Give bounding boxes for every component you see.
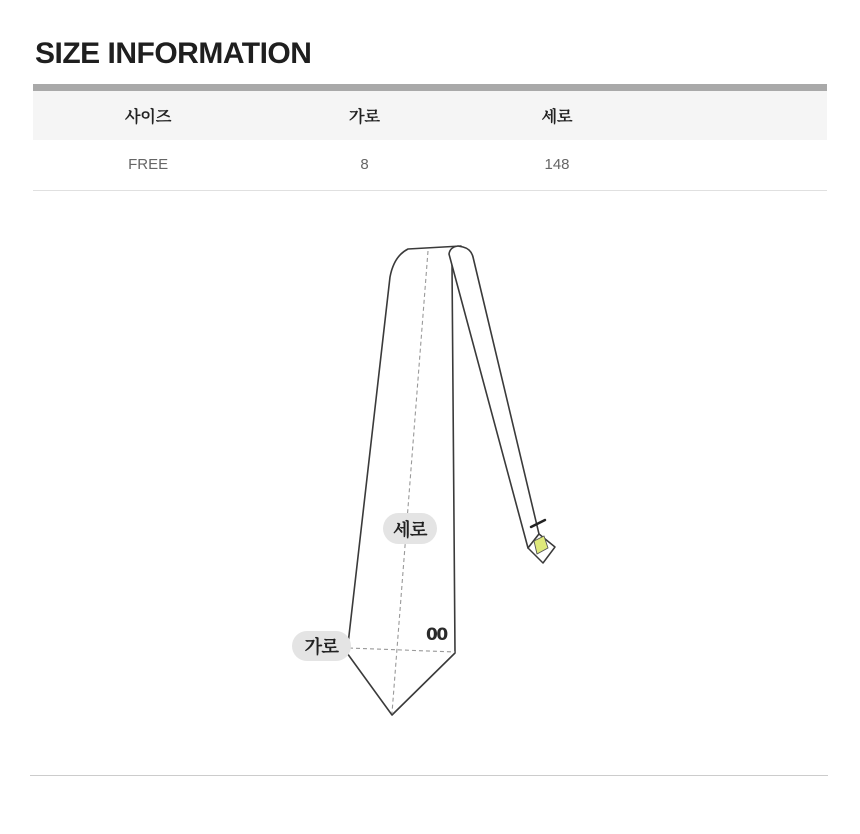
height-label-pill (383, 513, 437, 544)
width-label: 가로 (304, 637, 339, 657)
col-header-height: 세로 (541, 109, 573, 126)
bottom-divider (30, 775, 828, 776)
brand-logo-mark: 00 (426, 625, 447, 645)
height-label: 세로 (393, 519, 427, 540)
col-header-size: 사이즈 (124, 109, 172, 126)
cell-width: 8 (360, 156, 369, 174)
width-label-pill (292, 631, 351, 661)
tie-tail-band (449, 246, 539, 548)
col-header-width: 가로 (349, 109, 380, 126)
cell-height: 148 (544, 156, 570, 174)
cell-size: FREE (128, 156, 169, 174)
page-title: SIZE INFORMATION (35, 37, 312, 70)
